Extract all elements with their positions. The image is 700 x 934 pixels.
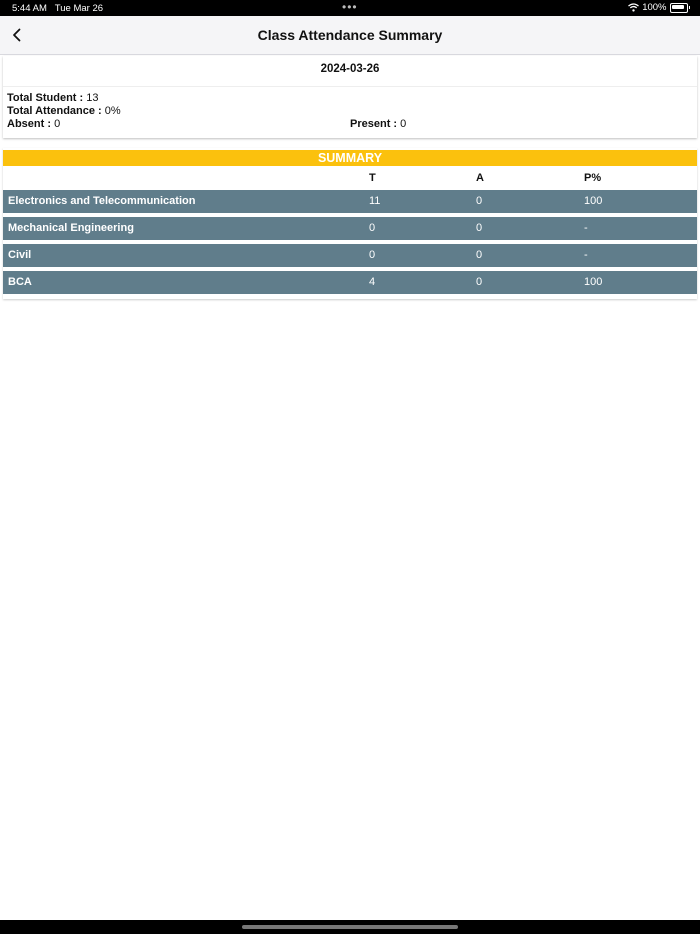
present-percent-cell: - xyxy=(584,249,588,261)
summary-header: SUMMARY xyxy=(3,150,697,166)
present-percent-cell: 100 xyxy=(584,276,603,288)
table-row[interactable] xyxy=(3,190,697,213)
column-header-total: T xyxy=(369,172,376,184)
total-attendance: Total Attendance : 0% xyxy=(7,105,121,117)
status-right xyxy=(628,2,690,13)
multitasking-dots-icon[interactable]: ••• xyxy=(342,0,358,14)
attendance-date: 2024-03-26 xyxy=(320,63,380,75)
total-student: Total Student : 13 xyxy=(7,92,99,104)
page-title: Class Attendance Summary xyxy=(257,27,443,43)
column-header-absent: A xyxy=(476,172,484,184)
present-percent-cell: 100 xyxy=(584,195,603,207)
attendance-info-card xyxy=(3,56,697,138)
total-cell: 0 xyxy=(369,249,376,261)
status-bar xyxy=(0,0,700,16)
total-cell: 11 xyxy=(369,195,381,207)
absent-cell: 0 xyxy=(476,249,483,261)
department-name: Civil xyxy=(8,249,32,261)
department-name: BCA xyxy=(8,276,32,288)
wifi-icon xyxy=(628,3,639,12)
absent-cell: 0 xyxy=(476,195,483,207)
column-header-present-percent: P% xyxy=(584,172,602,184)
table-row[interactable] xyxy=(3,217,697,240)
table-row[interactable] xyxy=(3,271,697,294)
present-count: Present : 0 xyxy=(350,118,407,130)
present-percent-cell: - xyxy=(584,222,588,234)
absent-cell: 0 xyxy=(476,222,483,234)
navigation-bar xyxy=(0,16,700,55)
absent-cell: 0 xyxy=(476,276,483,288)
total-cell: 4 xyxy=(369,276,376,288)
summary-table xyxy=(3,148,697,299)
battery-percent: 100% xyxy=(642,2,667,13)
total-cell: 0 xyxy=(369,222,376,234)
table-row[interactable] xyxy=(3,244,697,267)
home-indicator[interactable] xyxy=(242,925,458,929)
divider xyxy=(3,86,697,87)
absent-count: Absent : 0 xyxy=(7,118,61,130)
status-time: 5:44 AM Tue Mar 26 xyxy=(12,3,104,14)
battery-icon xyxy=(670,3,688,13)
department-name: Mechanical Engineering xyxy=(8,222,134,234)
department-name: Electronics and Telecommunication xyxy=(8,195,196,207)
